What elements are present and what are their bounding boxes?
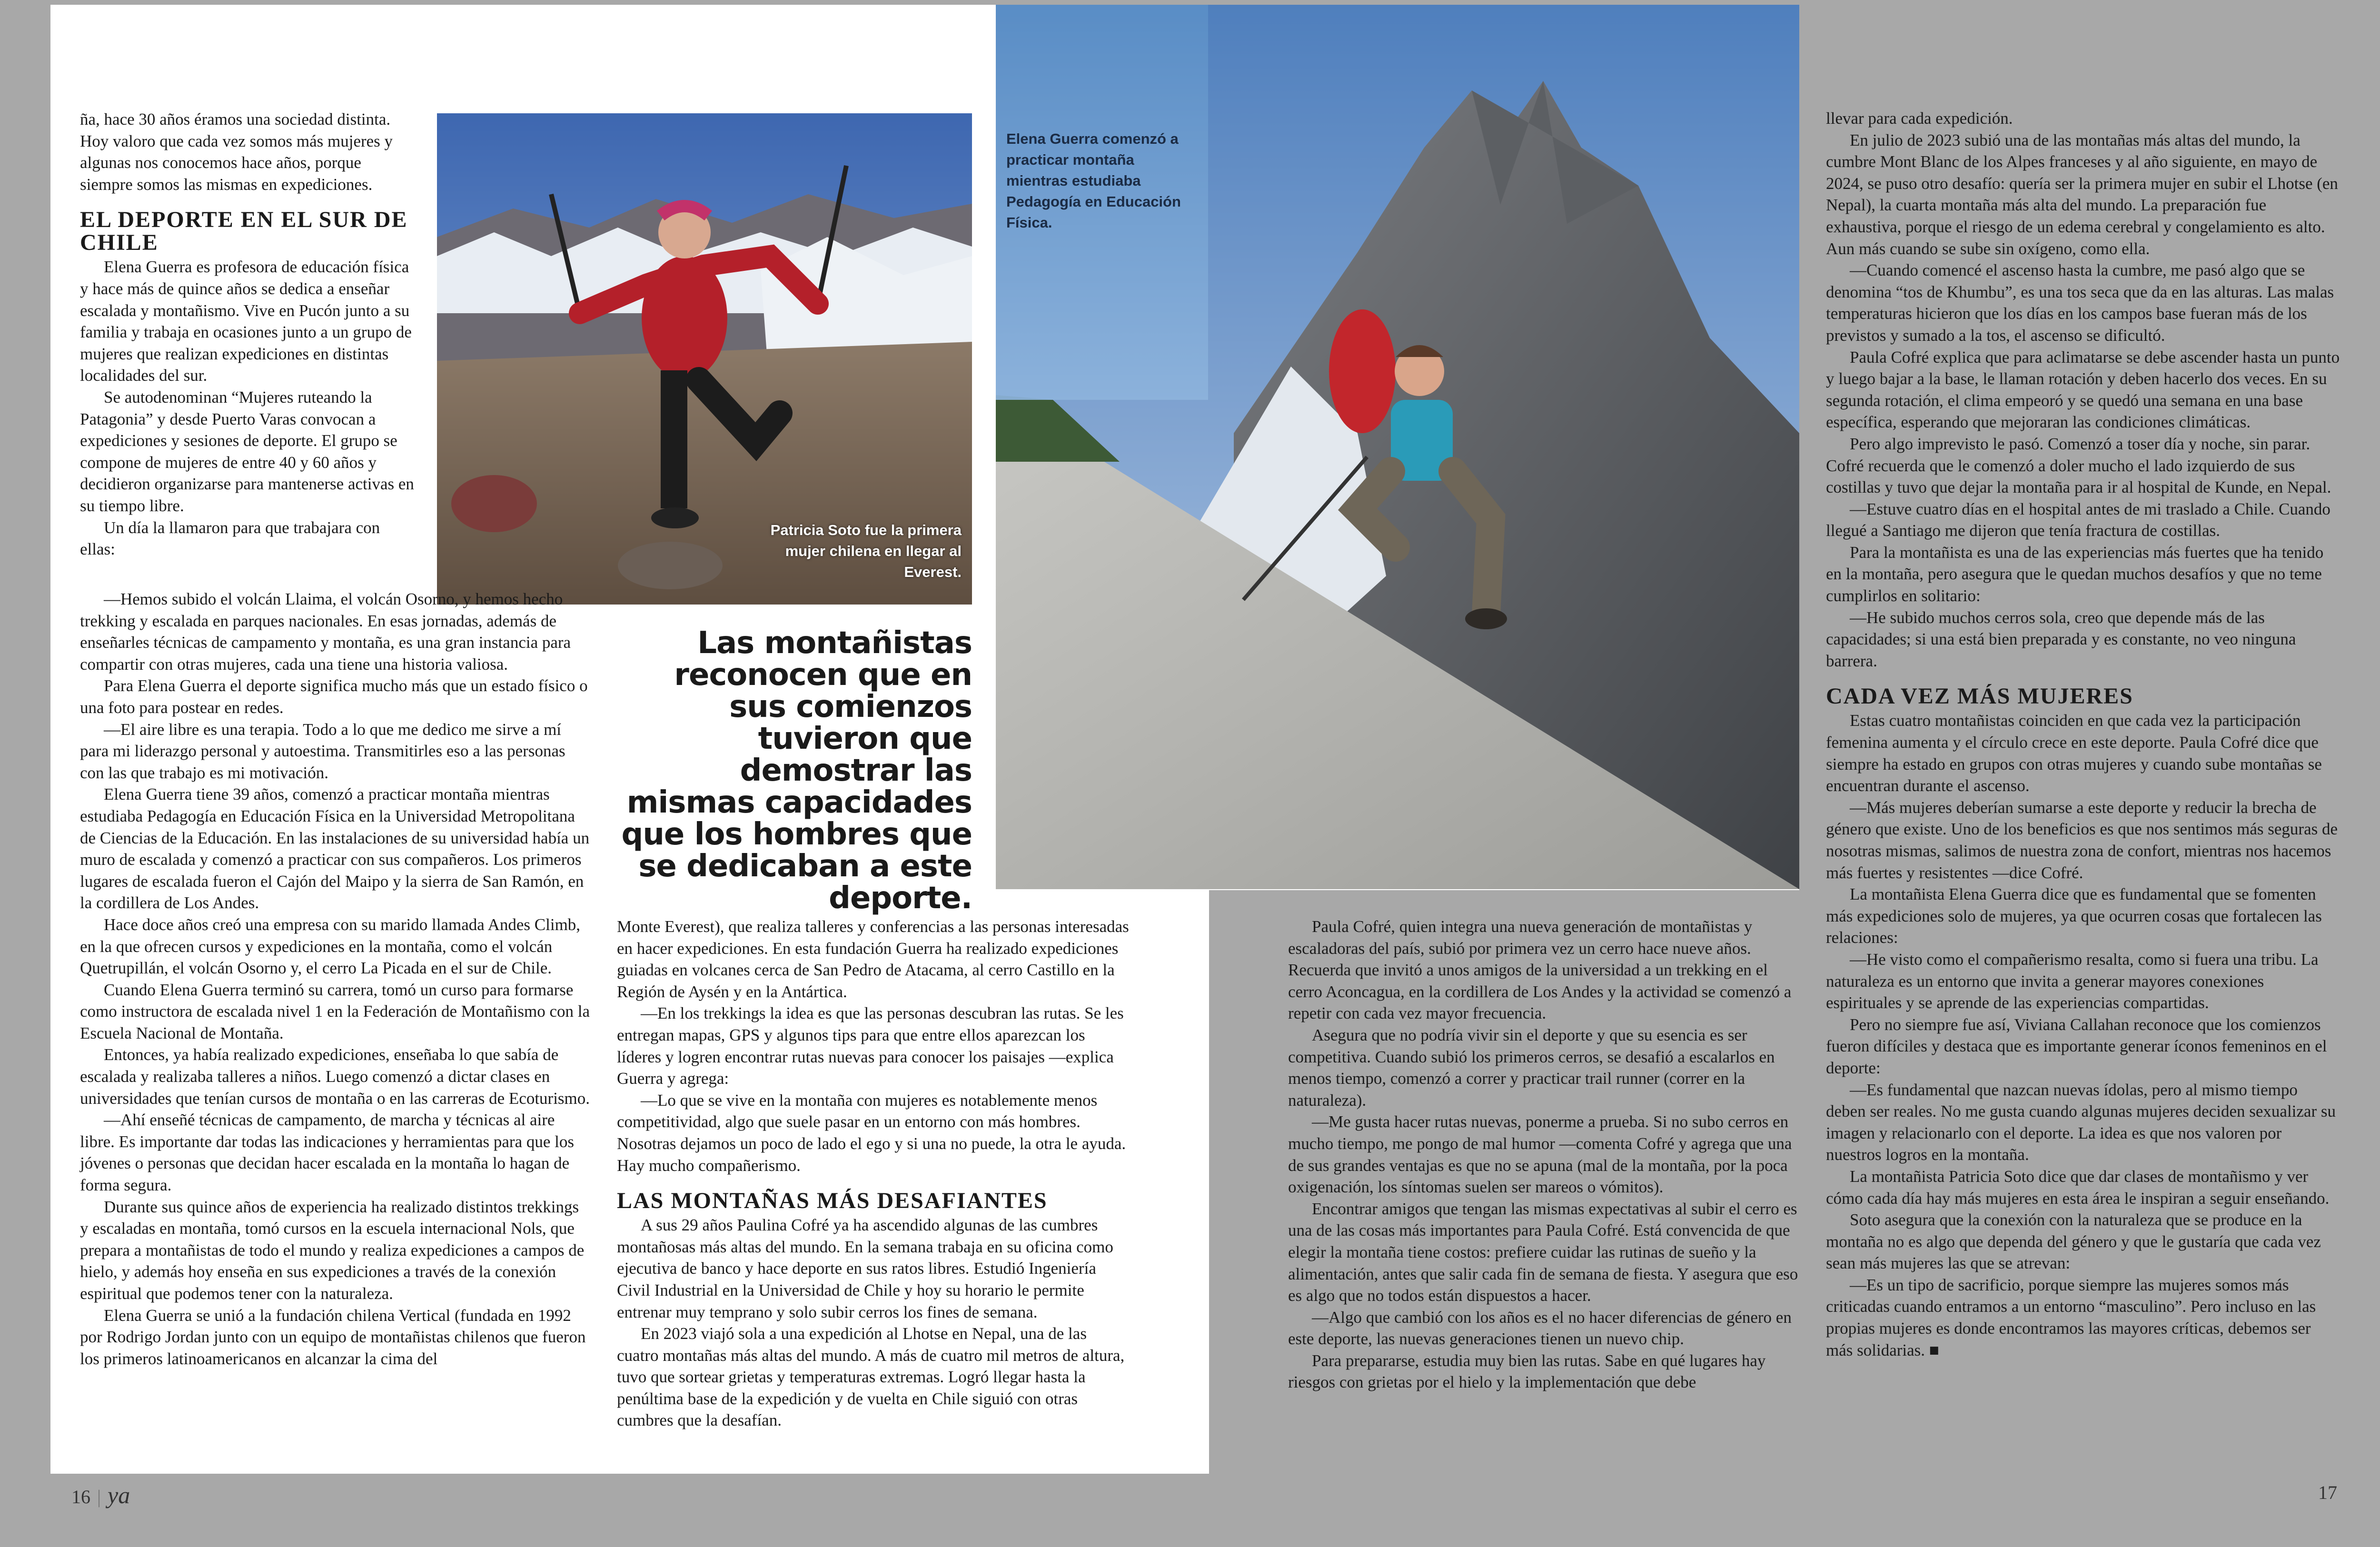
page-number-right: 17	[2318, 1482, 2337, 1503]
paragraph: Encontrar amigos que tengan las mismas expectativas al subir el cerro es una de las cosas más importantes para Paula Cofré. Está convencida de que elegir la montaña tiene costos: prefiere cuidar las rutinas de sueño y la alimentación, antes que salir cada fin de semana de fiesta. Y asegura que eso es algo que no todos están dispuestos a hacer.	[1288, 1199, 1798, 1305]
paragraph: Cuando Elena Guerra terminó su carrera, tomó un curso para formarse como instructora de escalada nivel 1 en la Federación de Montañismo con la Escuela Nacional de Montaña.	[80, 980, 590, 1042]
paragraph: Para Elena Guerra el deporte significa mucho más que un estado físico o una foto para postear en redes.	[80, 676, 588, 717]
paragraph: Elena Guerra tiene 39 años, comenzó a practicar montaña mientras estudiaba Pedagogía en Educación Física en la Universidad Metropolitana de Ciencias de la Educación. En las instalaciones de su universidad había un muro de escalada y comenzó a practicar con sus compañeros. Los primeros lugares de escalada fueron el Cajón del Maipo y la sierra de San Ramón, en la cordillera de Los Andes.	[80, 785, 590, 912]
paragraph: —He subido muchos cerros sola, creo que depende más de las capacidades; si una está bien preparada y es constante, no veo ninguna barrera.	[1826, 608, 2296, 670]
paragraph: —Lo que se vive en la montaña con mujeres es notablemente menos competitividad, algo que suele pasar en un entorno con más hombres. Nosotras dejamos un poco de lado el ego y si una no puede, la otra le ayuda. Hay mucho compañerismo.	[617, 1091, 1126, 1175]
paragraph: Asegura que no podría vivir sin el deporte y que su esencia es ser competitiva. Cuando subió los primeros cerros, se desafió a escalarlos en menos tiempo, comenzó a correr y practicar trail runner (correr en la naturaleza).	[1288, 1025, 1775, 1110]
article-column-2	[617, 916, 1130, 1431]
paragraph: En julio de 2023 subió una de las montañas más altas del mundo, la cumbre Mont Blanc de los Alpes franceses y al año siguiente, en mayo de 2024, se puso otro desafío: quería ser la primera mujer en subir el Lhotse (en Nepal), la cuarta montaña más alta del mundo. La preparación fue exhaustiva, porque el riesgo de un edema cerebral y congelamiento es alto. Aun más cuando se sube sin oxígeno, como ella.	[1826, 130, 2338, 258]
section-heading: EL DEPORTE EN EL SUR DE CHILE	[80, 207, 408, 256]
paragraph: Durante sus quince años de experiencia ha realizado distintos trekkings y escaladas en montaña, tomó cursos en la escuela internacional Nols, que prepara a montañistas de todo el mundo y realiza expediciones a campos de hielo, y además hoy enseña en sus expediciones a través de la conexión espiritual que podemos tener con la naturaleza.	[80, 1197, 585, 1303]
paragraph: —Ahí enseñé técnicas de campamento, de marcha y técnicas al aire libre. Es importante dar todas las indicaciones y herramientas para que los jóvenes o personas que decidan hacer escalada en la montaña lo hagan de forma segura.	[80, 1111, 574, 1195]
paragraph: —En los trekkings la idea es que las personas descubran las rutas. Se les entregan mapas, GPS y algunos tips para que entre ellos aparezcan los líderes y logren encontrar rutas nuevas para conocer los paisajes —explica Guerra y agrega:	[617, 1004, 1124, 1088]
paragraph: La montañista Elena Guerra dice que es fundamental que se fomenten más expediciones solo de mujeres, ya que ocurren cosas que fortalecen las relaciones:	[1826, 885, 2322, 947]
paragraph: Entonces, ya había realizado expediciones, enseñaba lo que sabía de escalada y realizaba talleres a niños. Luego comenzó a dictar clases en universidades que tenían cursos de montaña o en las carreras de Ecoturismo.	[80, 1045, 590, 1108]
article-column-3	[1288, 916, 1802, 1393]
paragraph: —Es un tipo de sacrificio, porque siempre las mujeres somos más criticadas cuando entramos a un entorno “masculino”. Pero incluso en las propias mujeres es donde encontramos las mayores críticas, debemos ser más solidarias. ■	[1826, 1275, 2316, 1359]
paragraph: Para la montañista es una de las experiencias más fuertes que ha tenido en la montaña, pero asegura que le quedan muchos desafíos y que no teme cumplirlos en solitario:	[1826, 543, 2324, 605]
paragraph: Para prepararse, estudia muy bien las rutas. Sabe en qué lugares hay riesgos con grietas por el hielo y la implementación que debe	[1288, 1351, 1766, 1392]
paragraph: —Estuve cuatro días en el hospital antes de mi traslado a Chile. Cuando llegué a Santiago me dijeron que tenía fractura de costillas.	[1826, 499, 2330, 540]
magazine-logo: ya	[108, 1482, 130, 1508]
paragraph: —He visto como el compañerismo resalta, como si fuera una tribu. La naturaleza es un entorno que invita a generar mayores conexiones espirituales y se aprende de las experiencias compartidas.	[1826, 950, 2319, 1012]
paragraph: Paula Cofré, quien integra una nueva generación de montañistas y escaladoras del país, subió por primera vez un cerro hace nueve años. Recuerda que invitó a unos amigos de la universidad a un trekking en el cerro Aconcagua, en la cordillera de Los Andes y la actividad se comenzó a repetir con cada vez mayor frecuencia.	[1288, 917, 1792, 1023]
paragraph: —Cuando comencé el ascenso hasta la cumbre, me pasó algo que se denomina “tos de Khumbu”, es una tos seca que da en las alturas. Las malas temperaturas hicieron que los días en los campos base fueran más de los previstos y sumado a la tos, el ascenso se dificultó.	[1826, 261, 2334, 345]
photo-caption-patricia-soto: Patricia Soto fue la primera mujer chilena en llegar al Everest.	[770, 522, 962, 580]
paragraph: Pero no siempre fue así, Viviana Callahan reconoce que los comienzos fueron difíciles y destaca que es importante generar íconos femeninos en el deporte:	[1826, 1015, 2327, 1077]
paragraph: Monte Everest), que realiza talleres y conferencias a las personas interesadas en hacer expediciones. En esta fundación Guerra ha realizado expediciones guiadas en volcanes cerca de San Pedro de Atacama, al cerro Castillo en la Región de Aysén y en la Antártica.	[617, 917, 1129, 1001]
paragraph: llevar para cada expedición.	[1826, 109, 2013, 128]
paragraph: A sus 29 años Paulina Cofré ya ha ascendido algunas de las cumbres montañosas más altas del mundo. En la semana trabaja en su oficina como ejecutiva de banco y hace deporte en sus ratos libres. Estudió Ingeniería Civil Industrial en la Universidad de Chile y hoy su horario le permite entrenar muy temprano y solo subir cerros los fines de semana.	[617, 1216, 1113, 1321]
paragraph: —Hemos subido el volcán Llaima, el volcán Osorno, y hemos hecho trekking y escalada en parques nacionales. En esas jornadas, además de enseñarles técnicas de campamento y montaña, es una gran instancia para compartir con otras mujeres, cada una tiene una historia valiosa.	[80, 590, 571, 674]
article-column-1-lower	[80, 588, 591, 1369]
paragraph: Elena Guerra es profesora de educación física y hace más de quince años se dedica a enseñar escalada y montañismo. Vive en Pucón junto a su familia y trabaja en ocasiones junto a un grupo de mujeres que realizan expediciones en distintas localidades del sur.	[80, 258, 412, 385]
paragraph: Hace doce años creó una empresa con su marido llamada Andes Climb, en la que ofrecen cursos y expediciones en la montaña, como el volcán Quetrupillán, el volcán Osorno y, el cerro La Picada en el sur de Chile.	[80, 915, 581, 978]
paragraph: Se autodenominan “Mujeres ruteando la Patagonia” y desde Puerto Varas convocan a expediciones y sesiones de deporte. El grupo se compone de mujeres de entre 40 y 60 años y decidieron organizarse para mantenerse activas en su tiempo libre.	[80, 387, 414, 515]
paragraph: —Me gusta hacer rutas nuevas, ponerme a prueba. Si no subo cerros en mucho tiempo, me pongo de mal humor —comenta Cofré y agrega que una de sus grandes ventajas es que no se apuna (mal de la montaña, por la poca oxigenación, los síntomas suelen ser mareos o vómitos).	[1288, 1112, 1792, 1197]
paragraph: Estas cuatro montañistas coinciden en que cada vez la participación femenina aumenta y el círculo crece en este deporte. Paula Cofré dice que siempre ha estado en grupos con otras mujeres y cuando sube montañas se encuentran durante el ascenso.	[1826, 711, 2322, 795]
paragraph: —Algo que cambió con los años es el no hacer diferencias de género en este deporte, las nuevas generaciones tienen un nuevo chip.	[1288, 1308, 1792, 1349]
page-number-left: 16	[71, 1486, 90, 1507]
paragraph: Soto asegura que la conexión con la naturaleza que se produce en la montaña no es algo que dependa del género y que le gustaría que cada vez sean más mujeres las que se atrevan:	[1826, 1210, 2321, 1273]
paragraph: En 2023 viajó sola a una expedición al Lhotse en Nepal, una de las cuatro montañas más altas del mundo. A más de cuatro mil metros de altura, tuvo que sortear grietas y temperaturas extremas. Logró llegar hasta la penúltima base de la expedición y de vuelta en Chile siguió con otras cumbres que la desafían.	[617, 1324, 1125, 1430]
page-folio-left: 16 | ya	[71, 1482, 130, 1508]
pull-quote: Las montañistas reconocen que en sus comienzos tuvieron que demostrar las mismas capacidades que los hombres que se dedicaban a este deporte.	[621, 625, 972, 916]
section-heading: LAS MONTAÑAS MÁS DESAFIANTES	[617, 1188, 1048, 1214]
photo-caption-elena-guerra: Elena Guerra comenzó a practicar montaña mientras estudiaba Pedagogía en Educación Física.	[1006, 130, 1181, 231]
paragraph: Pero algo imprevisto le pasó. Comenzó a toser día y noche, sin parar. Cofré recuerda que le comenzó a doler mucho el lado izquierdo de sus costillas y tuvo que dejar la montaña para ir al hospital de Kunde, en Nepal.	[1826, 434, 2331, 497]
paragraph: Paula Cofré explica que para aclimatarse se debe ascender hasta un punto y luego bajar a la base, le llaman rotación y deben hacerlo dos veces. En su segunda rotación, el clima empeoró y se quedó una semana en una base específica, esperando que mejoraran las condiciones climáticas.	[1826, 347, 2340, 432]
paragraph: —El aire libre es una terapia. Todo a lo que me dedico me sirve a mí para mi liderazgo personal y autoestima. Transmitirles eso a las personas con las que trabajo es mi motivación.	[80, 720, 565, 782]
paragraph: Un día la llamaron para que trabajara con ellas:	[80, 518, 380, 559]
article-column-4	[1826, 108, 2340, 1361]
paragraph: La montañista Patricia Soto dice que dar clases de montañismo y ver cómo cada día hay más mujeres en esta área le inspiran a seguir enseñando.	[1826, 1167, 2330, 1208]
paragraph: —Más mujeres deberían sumarse a este deporte y reducir la brecha de género que existe. Uno de los beneficios es que nos sentimos más seguras de nosotras mismas, salimos de nuestra zona de confort, mientras nos hacemos más fuertes y resistentes —dice Cofré.	[1826, 798, 2338, 882]
article-column-1	[80, 109, 414, 560]
paragraph: ña, hace 30 años éramos una sociedad distinta. Hoy valoro que cada vez somos más mujeres y algunas nos conocemos hace años, porque siempre somos las mismas en expediciones.	[80, 110, 393, 194]
paragraph: —Es fundamental que nazcan nuevas ídolas, pero al mismo tiempo deben ser reales. No me gusta cuando algunas mujeres deciden sexualizar su imagen y relacionarlo con el deporte. La idea es que nos valoren por nuestros logros en la montaña.	[1826, 1080, 2336, 1164]
paragraph: Elena Guerra se unió a la fundación chilena Vertical (fundada en 1992 por Rodrigo Jordan junto con un equipo de montañistas chilenos que fueron los primeros latinoamericanos en alcanzar la cima del	[80, 1306, 586, 1368]
section-heading: CADA VEZ MÁS MUJERES	[1826, 684, 2133, 709]
